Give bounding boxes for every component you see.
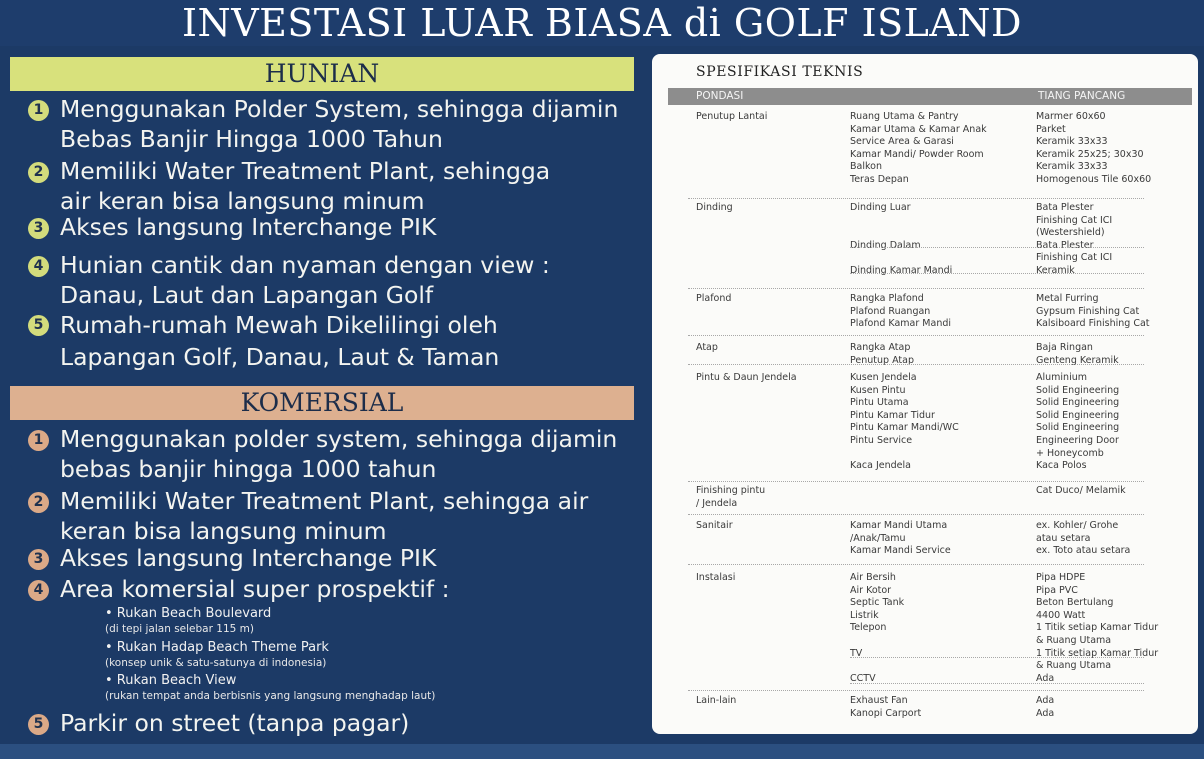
row-divider bbox=[688, 564, 1144, 565]
spec-category-line: Finishing pintu bbox=[696, 485, 766, 496]
spec-item-line bbox=[850, 227, 1030, 240]
spec-item-line: Pintu Kamar Mandi/WC bbox=[850, 422, 959, 434]
spec-value bbox=[1036, 293, 1186, 331]
spec-category-line: Dinding bbox=[696, 202, 733, 213]
sub-item-title: • Rukan Beach Boulevard bbox=[105, 606, 272, 621]
hunian-heading: HUNIAN bbox=[10, 57, 634, 91]
hunian-item-1 bbox=[28, 94, 628, 154]
spec-value-line: 4400 Watt bbox=[1036, 609, 1086, 621]
sub-item-beach-theme-park bbox=[105, 640, 545, 670]
number-badge: 4 bbox=[28, 256, 49, 277]
spec-item-line: Rangka Plafond bbox=[850, 293, 924, 304]
spec-header-left: PONDASI bbox=[696, 90, 744, 102]
item-text: bebas banjir hingga 1000 tahun bbox=[60, 455, 437, 483]
spec-value-line: Marmer 60x60 bbox=[1036, 111, 1106, 122]
sub-item-note: (di tepi jalan selebar 115 m) bbox=[105, 623, 254, 635]
number-badge: 1 bbox=[28, 100, 49, 121]
spec-header-row bbox=[668, 88, 1192, 105]
sub-row-divider bbox=[850, 247, 1144, 248]
spec-item bbox=[850, 372, 1030, 473]
spec-item bbox=[850, 572, 1030, 685]
spec-value-line: Parket bbox=[1036, 123, 1066, 135]
komersial-heading: KOMERSIAL bbox=[10, 386, 634, 420]
spec-category bbox=[696, 111, 846, 124]
spec-category-line: Instalasi bbox=[696, 572, 736, 583]
spec-category bbox=[696, 342, 846, 355]
komersial-item-2 bbox=[28, 486, 628, 546]
sub-item-title: • Rukan Beach View bbox=[105, 673, 237, 688]
row-divider bbox=[688, 690, 1144, 691]
row-divider bbox=[688, 481, 1144, 482]
spec-value-line: Genteng Keramik bbox=[1036, 354, 1119, 366]
spec-item-line bbox=[850, 635, 1030, 648]
spec-value bbox=[1036, 695, 1186, 720]
spec-value bbox=[1036, 520, 1186, 558]
item-text: Bebas Banjir Hingga 1000 Tahun bbox=[60, 125, 443, 153]
spec-item-line bbox=[850, 252, 1030, 265]
spec-value-line: Bata Plester bbox=[1036, 202, 1094, 213]
item-text: air keran bisa langsung minum bbox=[60, 187, 425, 215]
item-text: keran bisa langsung minum bbox=[60, 517, 387, 545]
item-text: Memiliki Water Treatment Plant, sehingga bbox=[60, 157, 551, 185]
spec-item-line: Kaca Jendela bbox=[850, 460, 911, 472]
spec-value-line: Solid Engineering bbox=[1036, 397, 1120, 409]
spec-category-line: Plafond bbox=[696, 293, 732, 304]
spec-item-line: Exhaust Fan bbox=[850, 695, 908, 706]
spec-category bbox=[696, 572, 846, 585]
item-text: Hunian cantik dan nyaman dengan view : bbox=[60, 251, 550, 279]
item-text: Parkir on street (tanpa pagar) bbox=[60, 709, 410, 737]
spec-item-line: /Anak/Tamu bbox=[850, 532, 906, 544]
spec-value-line: Metal Furring bbox=[1036, 293, 1099, 304]
spec-item-line: Kusen Jendela bbox=[850, 372, 917, 383]
spec-value-line: Keramik 33x33 bbox=[1036, 136, 1108, 148]
spec-item bbox=[850, 695, 1030, 720]
spec-item-line: Plafond Kamar Mandi bbox=[850, 318, 952, 330]
number-badge: 4 bbox=[28, 580, 49, 601]
spec-category-line: Penutup Lantai bbox=[696, 111, 768, 122]
spec-header-right: TIANG PANCANG bbox=[1038, 90, 1126, 102]
spec-item bbox=[850, 111, 1030, 187]
sub-item-note: (rukan tempat anda berbisnis yang langsung menghadap laut) bbox=[105, 690, 436, 702]
komersial-item-5 bbox=[28, 708, 628, 740]
komersial-item-4 bbox=[28, 574, 628, 606]
spec-item-line: Pintu Kamar Tidur bbox=[850, 409, 935, 421]
spec-value-line: Finishing Cat ICI bbox=[1036, 214, 1113, 226]
item-text: Rumah-rumah Mewah Dikelilingi oleh bbox=[60, 311, 498, 339]
item-text: Akses langsung Interchange PIK bbox=[60, 544, 437, 572]
page-title: INVESTASI LUAR BIASA di GOLF ISLAND bbox=[181, 1, 1023, 45]
spec-item-line: Penutup Atap bbox=[850, 354, 914, 366]
spec-value-line: + Honeycomb bbox=[1036, 447, 1104, 459]
spec-item-line: Kamar Mandi/ Powder Room bbox=[850, 148, 984, 160]
komersial-item-3 bbox=[28, 543, 628, 575]
spec-value-line: Finishing Cat ICI bbox=[1036, 252, 1113, 264]
spec-item-line: Plafond Ruangan bbox=[850, 305, 931, 317]
row-divider bbox=[688, 364, 1144, 365]
item-text: Danau, Laut dan Lapangan Golf bbox=[60, 281, 434, 309]
sub-item-beach-view bbox=[105, 673, 545, 703]
spec-value-line: Ada bbox=[1036, 672, 1055, 684]
spec-item-line: CCTV bbox=[850, 672, 876, 684]
komersial-item-1 bbox=[28, 424, 628, 484]
spec-item-line: Pintu Utama bbox=[850, 397, 909, 409]
spec-value-line: Aluminium bbox=[1036, 372, 1087, 383]
spec-item-line: Rangka Atap bbox=[850, 342, 911, 353]
spec-item-line bbox=[850, 448, 1030, 461]
spec-category-line: / Jendela bbox=[696, 497, 738, 509]
item-text: Area komersial super prospektif : bbox=[60, 575, 450, 603]
spec-item-line: Kamar Mandi Utama bbox=[850, 520, 948, 531]
spec-value-line: 1 Titik setiap Kamar Tidur bbox=[1036, 647, 1159, 659]
number-badge: 1 bbox=[28, 430, 49, 451]
number-badge: 3 bbox=[28, 549, 49, 570]
spec-item-line: Air Kotor bbox=[850, 584, 892, 596]
spec-value-line: Solid Engineering bbox=[1036, 422, 1120, 434]
spec-value-line: Keramik 33x33 bbox=[1036, 161, 1108, 173]
spec-value-line: & Ruang Utama bbox=[1036, 634, 1112, 646]
spec-category bbox=[696, 485, 846, 510]
spec-item-line: Pintu Service bbox=[850, 434, 913, 446]
spec-item-line: Teras Depan bbox=[850, 173, 909, 185]
row-divider bbox=[688, 198, 1144, 199]
spec-value-line: Kaca Polos bbox=[1036, 460, 1087, 472]
spec-value-line: Beton Bertulang bbox=[1036, 597, 1114, 609]
spec-panel bbox=[652, 54, 1198, 734]
spec-value-line: Homogenous Tile 60x60 bbox=[1036, 173, 1152, 185]
spec-category bbox=[696, 520, 846, 533]
hunian-item-2 bbox=[28, 156, 628, 216]
spec-item bbox=[850, 202, 1030, 278]
spec-value-line: ex. Toto atau setara bbox=[1036, 545, 1131, 557]
row-divider bbox=[688, 335, 1144, 336]
sub-row-divider bbox=[850, 657, 1144, 658]
bottom-strip bbox=[0, 744, 1204, 759]
sub-row-divider bbox=[850, 273, 1144, 274]
spec-value-line: & Ruang Utama bbox=[1036, 660, 1112, 672]
spec-item-line: Balkon bbox=[850, 161, 882, 173]
item-text: Menggunakan polder system, sehingga dijamin bbox=[60, 425, 618, 453]
spec-category bbox=[696, 202, 846, 215]
spec-item-line: Dinding Luar bbox=[850, 202, 911, 213]
spec-item-line: Telepon bbox=[850, 622, 887, 634]
item-text: Memiliki Water Treatment Plant, sehingga air bbox=[60, 487, 589, 515]
sub-item-beach-boulevard bbox=[105, 606, 545, 636]
hunian-item-5 bbox=[28, 309, 628, 373]
item-text: Lapangan Golf, Danau, Laut & Taman bbox=[60, 343, 500, 371]
spec-item-line: Air Bersih bbox=[850, 572, 896, 583]
hunian-item-3 bbox=[28, 212, 628, 244]
spec-value-line: Engineering Door bbox=[1036, 434, 1119, 446]
spec-category-line: Atap bbox=[696, 342, 718, 353]
spec-value-line: Kalsiboard Finishing Cat bbox=[1036, 318, 1150, 330]
spec-category bbox=[696, 695, 846, 708]
number-badge: 3 bbox=[28, 218, 49, 239]
spec-item-line: Service Area & Garasi bbox=[850, 136, 954, 148]
spec-item-line: TV bbox=[850, 647, 863, 659]
number-badge: 2 bbox=[28, 492, 49, 513]
spec-item bbox=[850, 293, 1030, 331]
spec-value-line: Gypsum Finishing Cat bbox=[1036, 305, 1140, 317]
spec-value bbox=[1036, 202, 1186, 278]
spec-value-line: Solid Engineering bbox=[1036, 409, 1120, 421]
spec-heading: SPESIFIKASI TEKNIS bbox=[696, 64, 864, 80]
spec-value-line: Solid Engineering bbox=[1036, 384, 1120, 396]
sub-item-note: (konsep unik & satu-satunya di indonesia) bbox=[105, 657, 327, 669]
hunian-item-4 bbox=[28, 250, 628, 310]
row-divider bbox=[688, 514, 1144, 515]
spec-item bbox=[850, 520, 1030, 558]
spec-item-line bbox=[850, 215, 1030, 228]
spec-value-line: (Westershield) bbox=[1036, 227, 1105, 239]
spec-value bbox=[1036, 485, 1186, 498]
spec-category-line: Pintu & Daun Jendela bbox=[696, 372, 797, 383]
spec-category bbox=[696, 293, 846, 306]
spec-item-line bbox=[850, 660, 1030, 673]
spec-value-line: ex. Kohler/ Grohe bbox=[1036, 520, 1119, 531]
spec-category bbox=[696, 372, 846, 385]
spec-value-line: atau setara bbox=[1036, 532, 1091, 544]
row-divider bbox=[688, 288, 1144, 289]
spec-value-line: Baja Ringan bbox=[1036, 342, 1093, 353]
spec-value-line: Pipa HDPE bbox=[1036, 572, 1086, 583]
sub-item-title: • Rukan Hadap Beach Theme Park bbox=[105, 640, 329, 655]
spec-item-line: Listrik bbox=[850, 609, 879, 621]
spec-value-line: Ada bbox=[1036, 707, 1055, 719]
spec-value-line: Keramik 25x25; 30x30 bbox=[1036, 148, 1144, 160]
number-badge: 5 bbox=[28, 714, 49, 735]
spec-value bbox=[1036, 111, 1186, 187]
spec-item-line: Ruang Utama & Pantry bbox=[850, 111, 959, 122]
spec-item-line: Kusen Pintu bbox=[850, 384, 906, 396]
spec-value-line: Pipa PVC bbox=[1036, 584, 1078, 596]
spec-value-line: Bata Plester bbox=[1036, 239, 1094, 251]
spec-value-line: Ada bbox=[1036, 695, 1055, 706]
spec-item-line: Kamar Mandi Service bbox=[850, 545, 951, 557]
spec-item-line: Kanopi Carport bbox=[850, 707, 922, 719]
sub-row-divider bbox=[850, 683, 1144, 684]
item-text: Menggunakan Polder System, sehingga dijamin bbox=[60, 95, 619, 123]
spec-value-line: 1 Titik setiap Kamar Tidur bbox=[1036, 622, 1159, 634]
number-badge: 2 bbox=[28, 162, 49, 183]
spec-value bbox=[1036, 572, 1186, 685]
number-badge: 5 bbox=[28, 315, 49, 336]
spec-item-line: Kamar Utama & Kamar Anak bbox=[850, 123, 987, 135]
spec-category-line: Sanitair bbox=[696, 520, 733, 531]
spec-item-line: Dinding Kamar Mandi bbox=[850, 264, 953, 276]
spec-value-line: Cat Duco/ Melamik bbox=[1036, 485, 1126, 496]
spec-item-line: Septic Tank bbox=[850, 597, 905, 609]
spec-category-line: Lain-lain bbox=[696, 695, 737, 706]
spec-value-line: Keramik bbox=[1036, 264, 1075, 276]
item-text: Akses langsung Interchange PIK bbox=[60, 213, 437, 241]
spec-value bbox=[1036, 372, 1186, 473]
spec-item-line: Dinding Dalam bbox=[850, 239, 921, 251]
